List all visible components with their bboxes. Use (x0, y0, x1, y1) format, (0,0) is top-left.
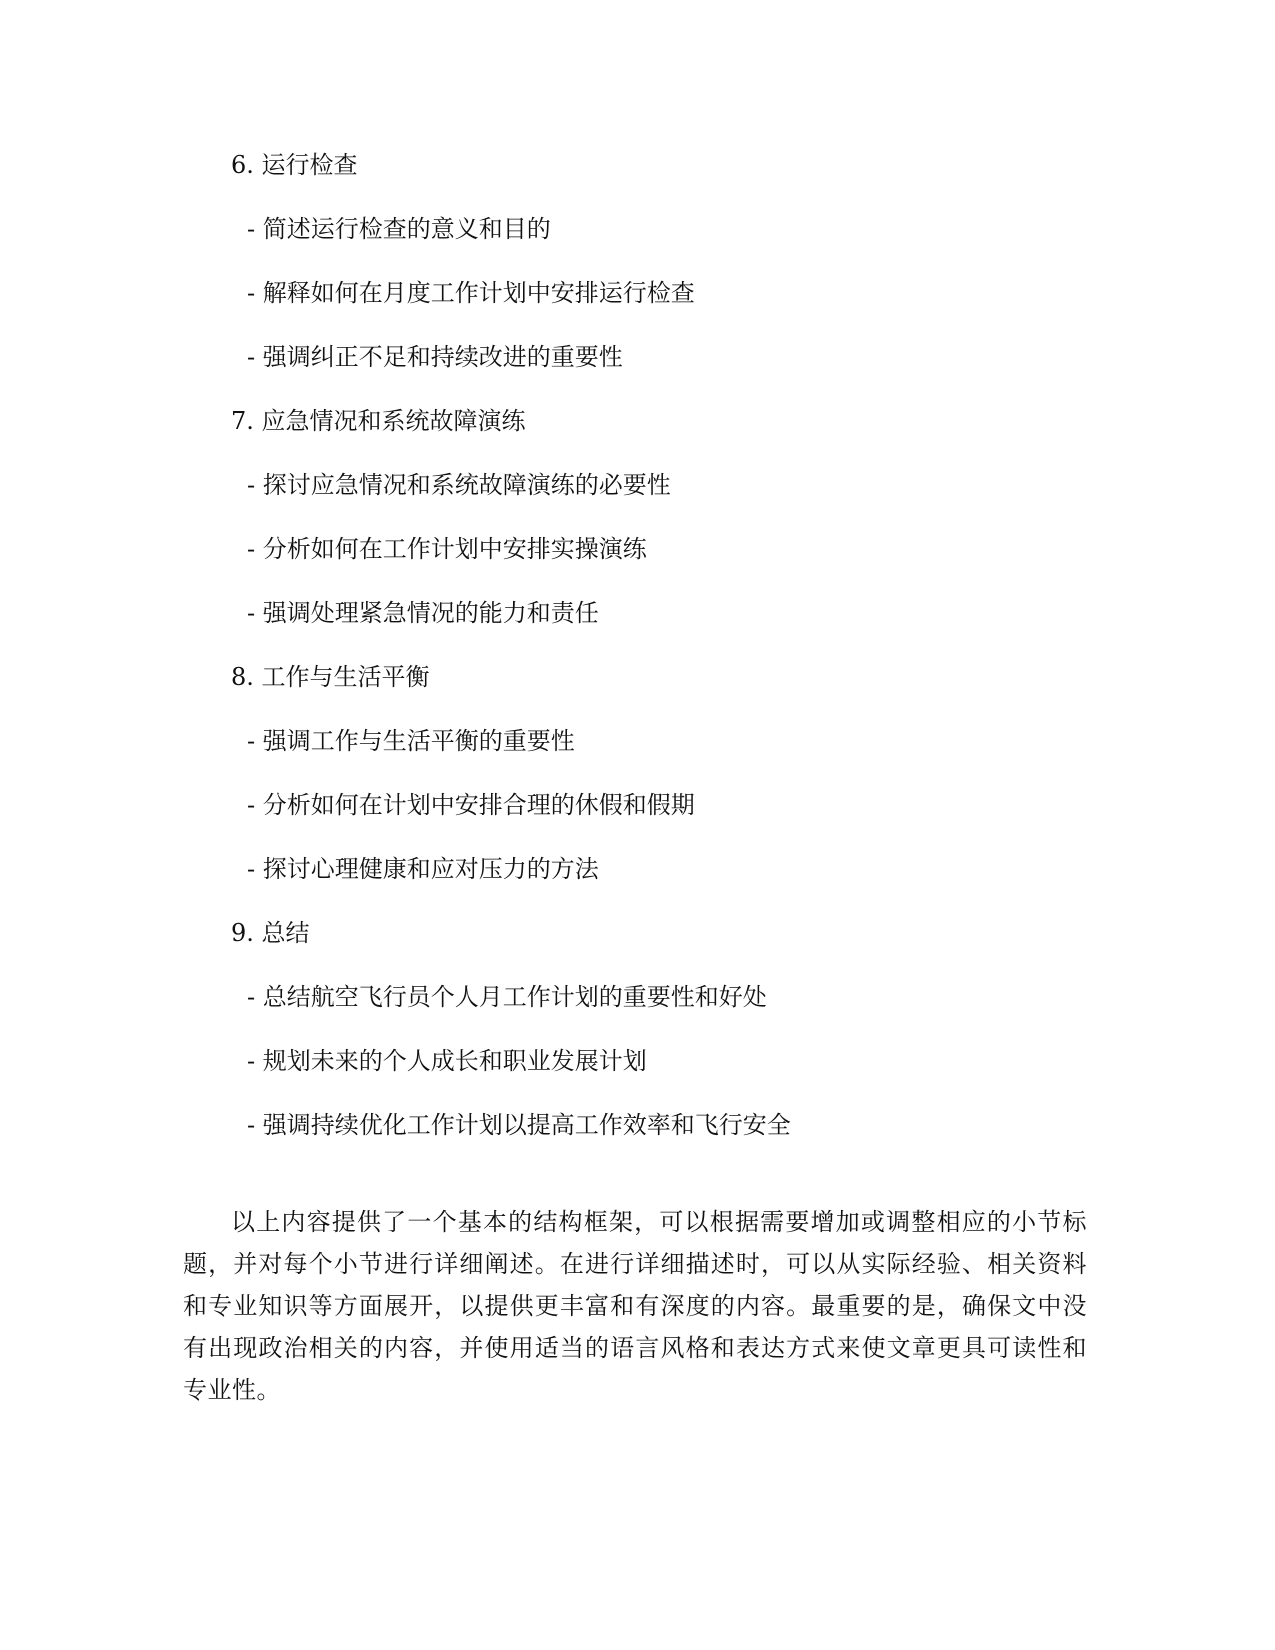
bullet-item: - 规划未来的个人成长和职业发展计划 (247, 1047, 647, 1075)
section-heading: 7. 应急情况和系统故障演练 (231, 407, 526, 435)
closing-paragraph: 以上内容提供了一个基本的结构框架，可以根据需要增加或调整相应的小节标题，并对每个小节进行详细阐述。在进行详细描述时，可以从实际经验、相关资料和专业知识等方面展开，以提供更丰富和有深度的内容。最重要的是，确保文中没有出现政治相关的内容，并使用适当的语言风格和表达方式来使文章更具可读性和专业性。 (183, 1208, 1087, 1404)
bullet-item: - 分析如何在工作计划中安排实操演练 (247, 535, 647, 563)
bullet-item: - 探讨心理健康和应对压力的方法 (247, 855, 599, 883)
bullet-item: - 简述运行检查的意义和目的 (247, 215, 551, 243)
section-heading: 6. 运行检查 (231, 151, 358, 179)
section-heading: 8. 工作与生活平衡 (231, 663, 430, 691)
bullet-item: - 强调工作与生活平衡的重要性 (247, 727, 575, 755)
bullet-item: - 强调纠正不足和持续改进的重要性 (247, 343, 623, 371)
bullet-item: - 强调持续优化工作计划以提高工作效率和飞行安全 (247, 1111, 791, 1139)
bullet-item: - 探讨应急情况和系统故障演练的必要性 (247, 471, 671, 499)
bullet-item: - 解释如何在月度工作计划中安排运行检查 (247, 279, 695, 307)
bullet-item: - 强调处理紧急情况的能力和责任 (247, 599, 599, 627)
bullet-item: - 分析如何在计划中安排合理的休假和假期 (247, 791, 695, 819)
section-heading: 9. 总结 (231, 919, 310, 947)
bullet-item: - 总结航空飞行员个人月工作计划的重要性和好处 (247, 983, 767, 1011)
